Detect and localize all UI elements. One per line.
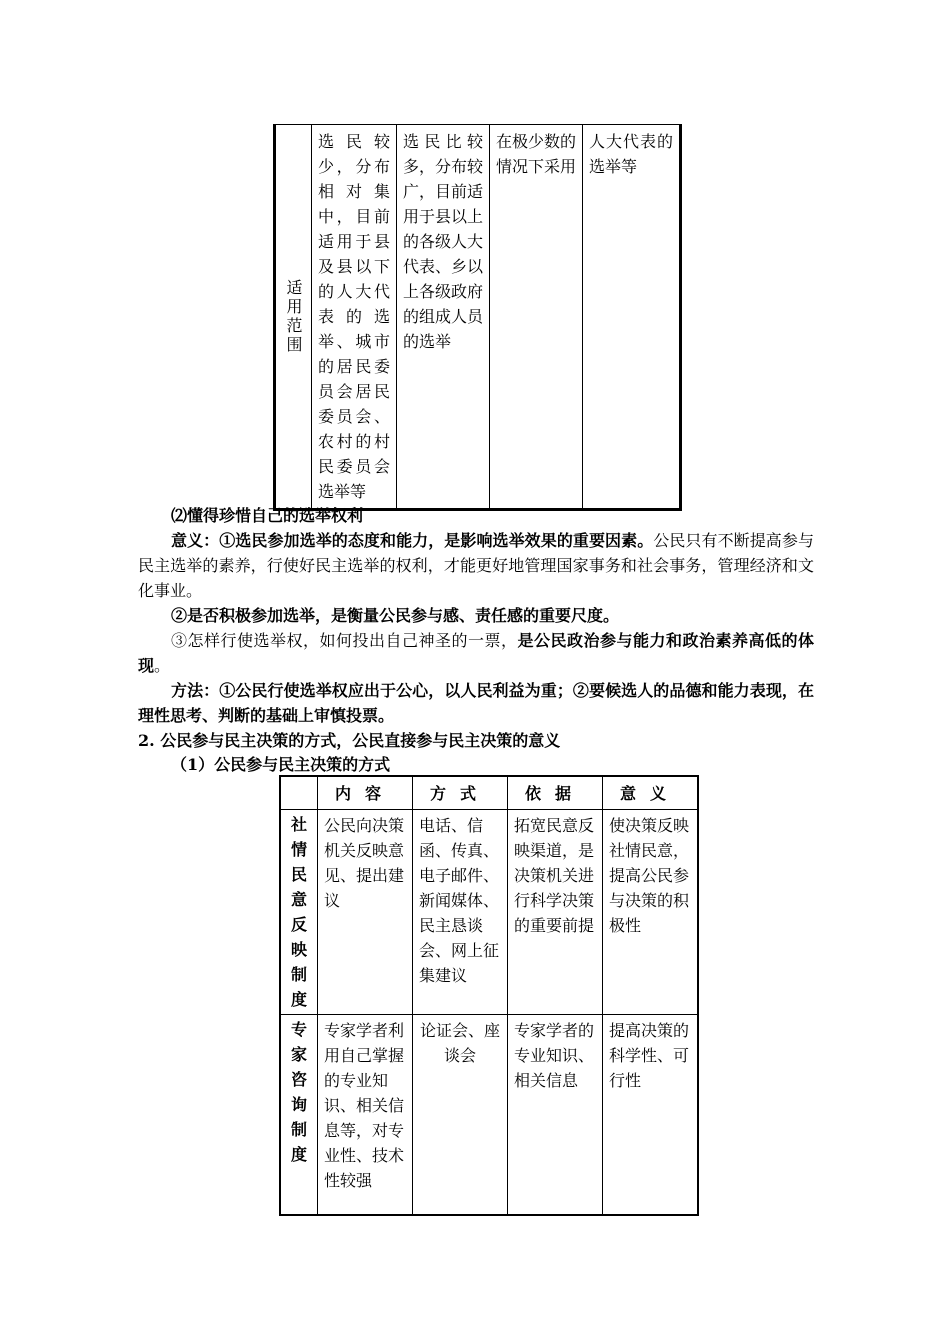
table-cell: 论证会、座谈会 <box>413 1015 508 1216</box>
table-cell: 专家学者的专业知识、相关信息 <box>508 1015 603 1216</box>
table-cell: 人大代表的选举等 <box>583 125 681 510</box>
table-cell: 拓宽民意反映渠道，是决策机关进行科学决策的重要前提 <box>508 810 603 1015</box>
table-row <box>280 1015 698 1216</box>
meaning-3-end: 。 <box>154 656 171 675</box>
meaning-3-prefix: ③怎样行使选举权，如何投出自己神圣的一票， <box>171 631 518 650</box>
table-header-row <box>280 776 698 810</box>
meaning-1-rest: 公民只有不断提高参与民主选举的素养，行使好民主选举的权利，才能更好地管理国家事务和社会事务，管理经济和文化事业。 <box>138 531 814 600</box>
header-basis: 依据 <box>508 776 603 810</box>
table-cell: 选民比较多，分布较广，目前适用于县以上的各级人大代表、乡以上各级政府的组成人员的选举 <box>397 125 490 510</box>
meaning-paragraph-3 <box>138 628 814 678</box>
meaning-paragraph-1 <box>138 528 814 603</box>
meaning-paragraph-2: ②是否积极参加选举，是衡量公民参与感、责任感的重要尺度。 <box>171 606 620 625</box>
meaning-1-bold: ①选民参加选举的态度和能力，是影响选举效果的重要因素。 <box>219 531 654 550</box>
table-cell: 提高决策的科学性、可行性 <box>603 1015 699 1216</box>
meaning-label: 意义： <box>171 531 220 550</box>
meaning-3-bold: 是公民政治参与能力和政治素养高低的体现 <box>138 631 814 675</box>
table-cell: 使决策反映社情民意，提高公民参与决策的积极性 <box>603 810 699 1015</box>
row-label-expert-consult: 专家咨询制度 <box>280 1015 318 1216</box>
subheading-decision-methods: （1）公民参与民主决策的方式 <box>171 755 391 774</box>
table-cell: 选民较少，分布相对集中，目前适用于县及县以下的人大代表的选举、城市的居民委员会居民委员会、农村的村民委员会选举等 <box>312 125 397 510</box>
table-row <box>280 810 698 1015</box>
header-significance: 意义 <box>603 776 699 810</box>
election-scope-table <box>273 124 682 511</box>
table-cell: 电话、信函、传真、电子邮件、新闻媒体、民主恳谈会、网上征集建议 <box>413 810 508 1015</box>
table-cell: 公民向决策机关反映意见、提出建议 <box>318 810 413 1015</box>
header-method: 方式 <box>413 776 508 810</box>
section-heading-cherish-vote: ⑵懂得珍惜自己的选举权利 <box>171 506 364 525</box>
row-header-scope: 适用范围 <box>275 125 312 510</box>
header-corner <box>280 776 318 810</box>
decision-methods-table <box>279 775 699 1216</box>
row-label-public-opinion: 社情民意反映制度 <box>280 810 318 1015</box>
table-cell: 专家学者利用自己掌握的专业知识、相关信息等，对专业性、技术性较强 <box>318 1015 413 1216</box>
table-row <box>275 125 681 510</box>
table-cell: 在极少数的情况下采用 <box>490 125 583 510</box>
header-content: 内容 <box>318 776 413 810</box>
section-heading-decision: 2. 公民参与民主决策的方式，公民直接参与民主决策的意义 <box>138 731 561 750</box>
method-paragraph: 方法：①公民行使选举权应出于公心，以人民利益为重；②要候选人的品德和能力表现，在理性思考、判断的基础上审慎投票。 <box>138 681 814 725</box>
